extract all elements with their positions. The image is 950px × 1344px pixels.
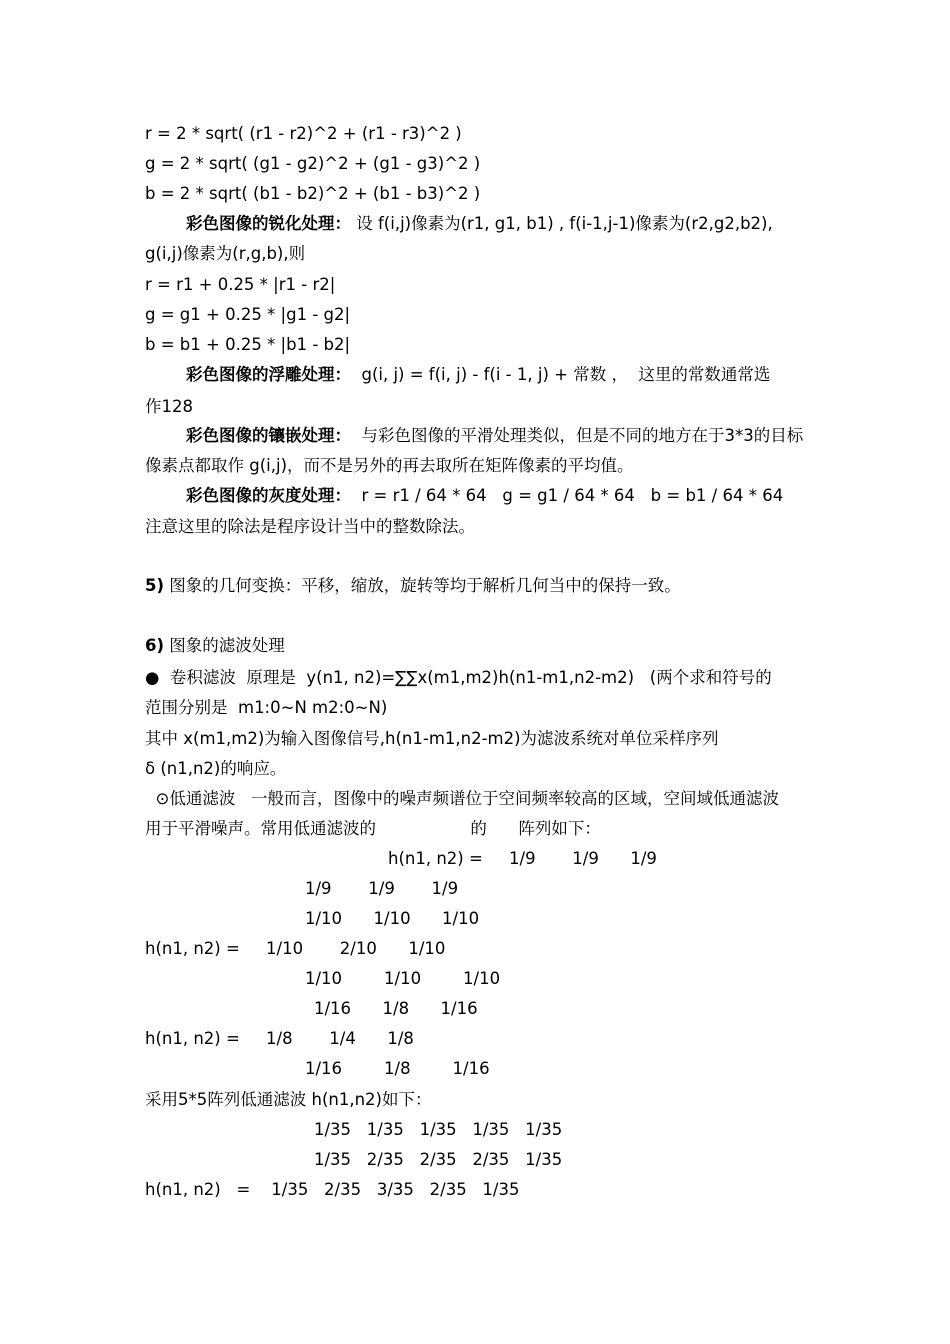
- convolution-explanation: 其中 x(m1,m2)为输入图像信号,h(n1-m1,n2-m2)为滤波系统对单位采样序列: [145, 729, 719, 748]
- matrix3-row1: 1/16 1/8 1/16: [314, 999, 478, 1018]
- grayscale-paragraph: 彩色图像的灰度处理： r = r1 / 64 * 64 g = g1 / 64 * 64 b = b1 / 64 * 64: [186, 486, 784, 505]
- lowpass-paragraph: ⊙低通滤波 一般而言，图像中的噪声频谱位于空间频率较高的区域，空间域低通滤波: [145, 789, 780, 808]
- convolution-paragraph-cont: 范围分别是 m1:0~N m2:0~N): [145, 698, 388, 717]
- matrix5x5-row1: 1/35 1/35 1/35 1/35 1/35: [314, 1120, 563, 1139]
- matrix3-row2: h(n1, n2) = 1/8 1/4 1/8: [145, 1029, 414, 1048]
- matrix1-row2: 1/9 1/9 1/9: [305, 879, 459, 898]
- formula-b-smooth: b = 2 * sqrt( (b1 - b2)^2 + (b1 - b3)^2 ): [145, 184, 481, 203]
- section-6-heading: 6) 图象的滤波处理: [145, 636, 285, 655]
- grayscale-note: 注意这里的除法是程序设计当中的整数除法。: [145, 517, 475, 536]
- matrix1-row1: h(n1, n2) = 1/9 1/9 1/9: [388, 849, 657, 868]
- convolution-paragraph: ● 卷积滤波 原理是 y(n1, n2)=∑∑x(m1,m2)h(n1-m1,n2-m2) (两个求和符号的: [145, 668, 772, 687]
- formula-g-smooth: g = 2 * sqrt( (g1 - g2)^2 + (g1 - g3)^2 ): [145, 154, 481, 173]
- emboss-paragraph: 彩色图像的浮雕处理： g(i, j) = f(i, j) - f(i - 1, j) + 常数 ， 这里的常数通常选: [186, 365, 771, 384]
- matrix2-row2: h(n1, n2) = 1/10 2/10 1/10: [145, 939, 446, 958]
- matrix2-row1: 1/10 1/10 1/10: [305, 909, 480, 928]
- matrix3-row3: 1/16 1/8 1/16: [305, 1059, 490, 1078]
- matrix5x5-intro: 采用5*5阵列低通滤波 h(n1,n2)如下：: [145, 1090, 432, 1109]
- section-5-heading: 5) 图象的几何变换：平移，缩放，旋转等均于解析几何当中的保持一致。: [145, 576, 681, 595]
- emboss-paragraph-cont: 作128: [145, 397, 193, 416]
- matrix5x5-row2: 1/35 2/35 2/35 2/35 1/35: [314, 1150, 563, 1169]
- lowpass-paragraph-cont: 用于平滑噪声。常用低通滤波的 的 阵列如下：: [145, 819, 601, 838]
- mosaic-paragraph-cont: 像素点都取作 g(i,j)，而不是另外的再去取所在矩阵像素的平均值。: [145, 456, 634, 475]
- formula-g-sharpen: g = g1 + 0.25 * |g1 - g2|: [145, 305, 351, 324]
- sharpen-paragraph: 彩色图像的锐化处理： 设 f(i,j)像素为(r1, g1, b1) , f(i-1,j-1)像素为(r2,g2,b2),: [186, 214, 773, 233]
- formula-r-smooth: r = 2 * sqrt( (r1 - r2)^2 + (r1 - r3)^2 ): [145, 124, 462, 143]
- convolution-explanation-cont: δ (n1,n2)的响应。: [145, 759, 287, 778]
- matrix5x5-row3: h(n1, n2) = 1/35 2/35 3/35 2/35 1/35: [145, 1180, 520, 1199]
- sharpen-paragraph-cont: g(i,j)像素为(r,g,b),则: [145, 244, 306, 263]
- mosaic-paragraph: 彩色图像的镶嵌处理： 与彩色图像的平滑处理类似，但是不同的地方在于3*3的目标: [186, 426, 804, 445]
- formula-b-sharpen: b = b1 + 0.25 * |b1 - b2|: [145, 335, 351, 354]
- matrix2-row3: 1/10 1/10 1/10: [305, 969, 501, 988]
- formula-r-sharpen: r = r1 + 0.25 * |r1 - r2|: [145, 275, 336, 294]
